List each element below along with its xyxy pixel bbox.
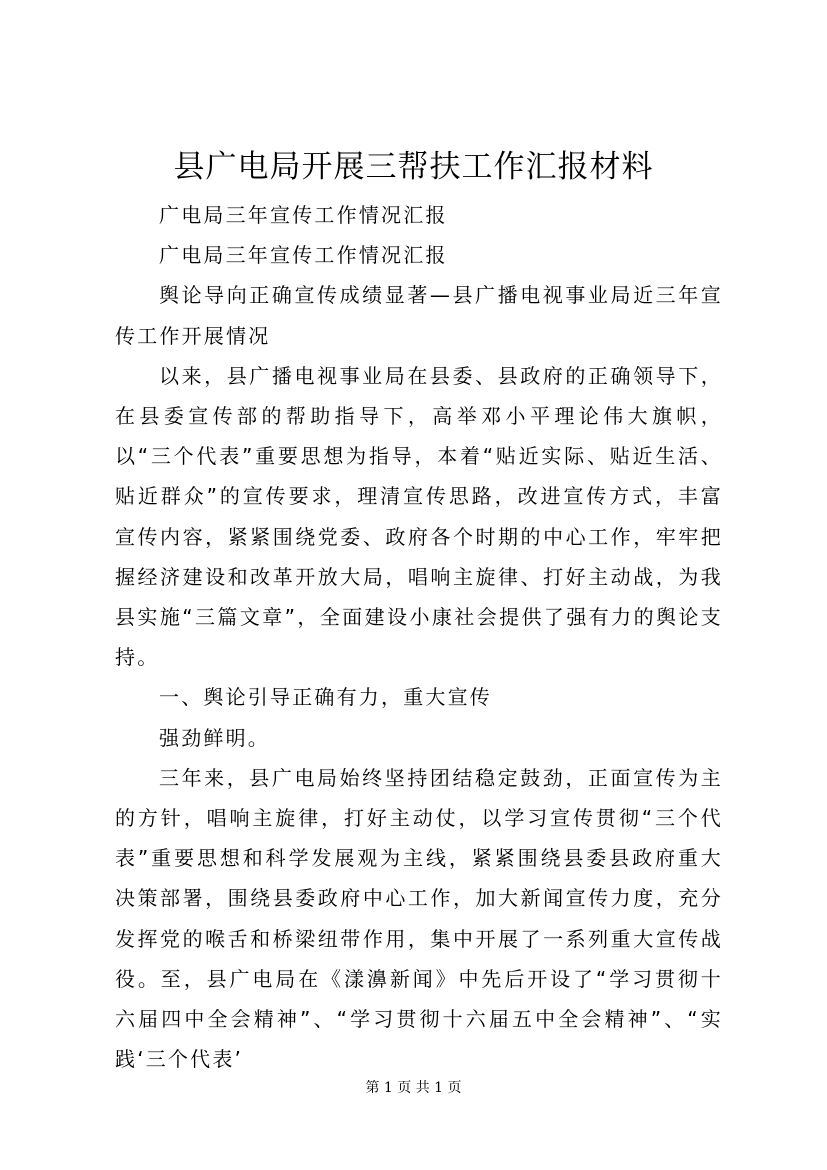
paragraph: 以来，县广播电视事业局在县委、县政府的正确领导下，在县委宣传部的帮助指导下，高举邓小平理论伟大旗帜，以“三个代表”重要思想为指导，本着“贴近实际、贴近生活、贴近群众”的宣传要求，理清宣传思路，改进宣传方式，丰富宣传内容，紧紧围绕党委、政府各个时期的中心工作，牢牢把握经济建设和改革开放大局，唱响主旋律、打好主动战，为我县实施“三篇文章”，全面建设小康社会提供了强有力的舆论支持。 <box>115 363 723 670</box>
document-body <box>115 195 723 1079</box>
document-title: 县广电局开展三帮扶工作汇报材料 <box>173 149 654 185</box>
section-heading: 一、舆论引导正确有力，重大宣传 <box>159 685 492 710</box>
paragraph: 强劲鲜明。 <box>159 725 270 750</box>
page-footer: 第 1 页 共 1 页 <box>365 1080 462 1096</box>
paragraph: 舆论导向正确宣传成绩显著—县广播电视事业局近三年宣传工作开展情况 <box>115 283 723 348</box>
paragraph: 广电局三年宣传工作情况汇报 <box>159 203 448 227</box>
paragraph: 三年来，县广电局始终坚持团结稳定鼓劲，正面宣传为主的方针，唱响主旋律，打好主动仗，以学习宣传贯彻“三个代表”重要思想和科学发展观为主线，紧紧围绕县委县政府重大决策部署，围绕县委政府中心工作，加大新闻宣传力度，充分发挥党的喉舌和桥梁纽带作用，集中开展了一系列重大宣传战役。至，县广电局在《漾濞新闻》中先后开设了“学习贯彻十六届四中全会精神”、“学习贯彻十六届五中全会精神”、“实践‘三个代表’ <box>115 765 723 1072</box>
paragraph: 广电局三年宣传工作情况汇报 <box>159 243 448 268</box>
